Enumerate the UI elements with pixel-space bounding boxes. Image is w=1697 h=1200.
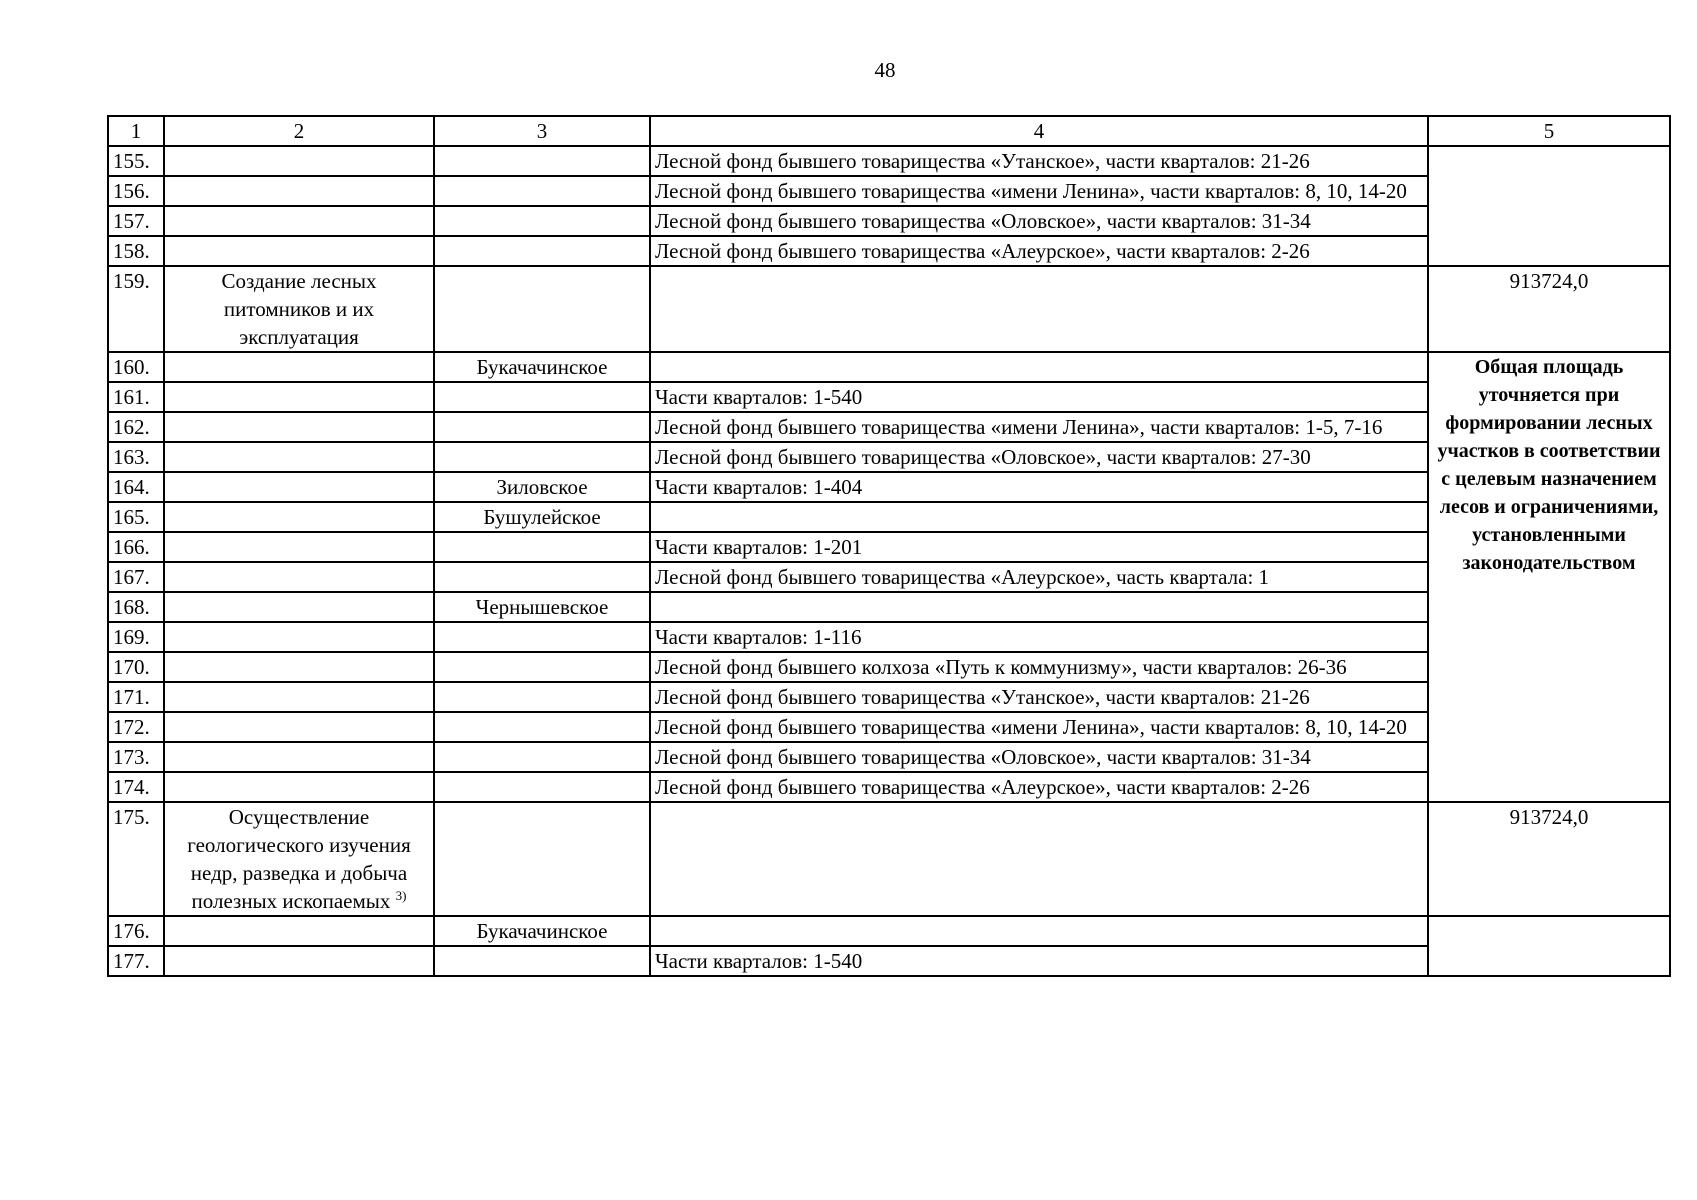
activity-cell [164, 472, 434, 502]
activity-cell [164, 206, 434, 236]
table-row [108, 146, 1670, 176]
district-cell [434, 382, 650, 412]
district-cell [434, 712, 650, 742]
row-number: 170. [108, 652, 164, 682]
description-cell [650, 916, 1428, 946]
activity-cell: Создание лесных питомников и их эксплуатация [164, 266, 434, 352]
description-cell: Части кварталов: 1-116 [650, 622, 1428, 652]
activity-cell [164, 742, 434, 772]
page-number: 48 [874, 58, 896, 82]
district-cell [434, 682, 650, 712]
column-header: 1 [108, 116, 164, 146]
footnote-marker: 3) [395, 888, 407, 903]
activity-cell [164, 442, 434, 472]
description-cell [650, 592, 1428, 622]
district-cell: Бушулейское [434, 502, 650, 532]
table-row [108, 916, 1670, 946]
district-cell [434, 742, 650, 772]
district-cell [434, 412, 650, 442]
header-row [108, 116, 1670, 146]
district-cell [434, 802, 650, 916]
activity-text: Осуществление геологического изучения недр, разведка и добыча полезных ископаемых [187, 805, 411, 913]
activity-cell [164, 802, 434, 916]
activity-cell [164, 176, 434, 206]
row-number: 156. [108, 176, 164, 206]
activity-cell [164, 532, 434, 562]
activity-cell [164, 622, 434, 652]
district-cell [434, 206, 650, 236]
description-cell: Лесной фонд бывшего товарищества «имени Ленина», части кварталов: 1-5, 7-16 [650, 412, 1428, 442]
row-number: 167. [108, 562, 164, 592]
description-cell: Лесной фонд бывшего колхоза «Путь к коммунизму», части кварталов: 26-36 [650, 652, 1428, 682]
row-number: 163. [108, 442, 164, 472]
area-note: Общая площадь уточняется при формировании лесных участков в соответствии с целевым назначением лесов и ограничениями, установленными законодательством [1428, 352, 1670, 802]
district-cell [434, 946, 650, 976]
district-cell [434, 266, 650, 352]
column-header: 5 [1428, 116, 1670, 146]
district-cell [434, 532, 650, 562]
district-cell [434, 652, 650, 682]
activity-cell [164, 772, 434, 802]
description-cell: Лесной фонд бывшего товарищества «Утанское», части кварталов: 21-26 [650, 682, 1428, 712]
forest-use-table [107, 115, 1671, 977]
activity-cell [164, 652, 434, 682]
description-cell [650, 502, 1428, 532]
district-cell [434, 772, 650, 802]
activity-cell [164, 562, 434, 592]
description-cell: Лесной фонд бывшего товарищества «Утанское», части кварталов: 21-26 [650, 146, 1428, 176]
column-header: 2 [164, 116, 434, 146]
description-cell: Части кварталов: 1-404 [650, 472, 1428, 502]
description-cell: Лесной фонд бывшего товарищества «Алеурское», части кварталов: 2-26 [650, 772, 1428, 802]
activity-cell [164, 946, 434, 976]
activity-cell [164, 712, 434, 742]
description-cell: Лесной фонд бывшего товарищества «Оловское», части кварталов: 31-34 [650, 206, 1428, 236]
row-number: 173. [108, 742, 164, 772]
description-cell: Лесной фонд бывшего товарищества «Алеурское», части кварталов: 2-26 [650, 236, 1428, 266]
description-cell: Лесной фонд бывшего товарищества «Оловское», части кварталов: 31-34 [650, 742, 1428, 772]
row-number: 174. [108, 772, 164, 802]
row-number: 177. [108, 946, 164, 976]
description-cell: Части кварталов: 1-540 [650, 382, 1428, 412]
description-cell [650, 802, 1428, 916]
column-header: 3 [434, 116, 650, 146]
row-number: 155. [108, 146, 164, 176]
activity-cell [164, 682, 434, 712]
district-cell [434, 176, 650, 206]
row-number: 164. [108, 472, 164, 502]
activity-cell [164, 236, 434, 266]
area-cell [1428, 916, 1670, 976]
district-cell: Букачачинское [434, 352, 650, 382]
activity-cell [164, 412, 434, 442]
row-number: 171. [108, 682, 164, 712]
row-number: 168. [108, 592, 164, 622]
district-cell: Зиловское [434, 472, 650, 502]
row-number: 157. [108, 206, 164, 236]
district-cell: Букачачинское [434, 916, 650, 946]
row-number: 172. [108, 712, 164, 742]
row-number: 176. [108, 916, 164, 946]
row-number: 159. [108, 266, 164, 352]
row-number: 160. [108, 352, 164, 382]
row-number: 169. [108, 622, 164, 652]
activity-cell [164, 382, 434, 412]
area-cell [1428, 146, 1670, 266]
activity-cell [164, 916, 434, 946]
description-cell: Лесной фонд бывшего товарищества «Оловское», части кварталов: 27-30 [650, 442, 1428, 472]
description-cell [650, 352, 1428, 382]
table-row [108, 266, 1670, 352]
area-cell: 913724,0 [1428, 802, 1670, 916]
row-number: 158. [108, 236, 164, 266]
district-cell [434, 236, 650, 266]
row-number: 165. [108, 502, 164, 532]
table-row [108, 802, 1670, 916]
district-cell [434, 562, 650, 592]
column-header: 4 [650, 116, 1428, 146]
district-cell [434, 146, 650, 176]
row-number: 162. [108, 412, 164, 442]
row-number: 175. [108, 802, 164, 916]
district-cell [434, 622, 650, 652]
description-cell: Части кварталов: 1-540 [650, 946, 1428, 976]
description-cell: Части кварталов: 1-201 [650, 532, 1428, 562]
table-row [108, 352, 1670, 382]
district-cell [434, 442, 650, 472]
row-number: 161. [108, 382, 164, 412]
description-cell: Лесной фонд бывшего товарищества «имени Ленина», части кварталов: 8, 10, 14-20 [650, 712, 1428, 742]
district-cell: Чернышевское [434, 592, 650, 622]
description-cell [650, 266, 1428, 352]
row-number: 166. [108, 532, 164, 562]
activity-cell [164, 502, 434, 532]
activity-cell [164, 146, 434, 176]
description-cell: Лесной фонд бывшего товарищества «Алеурское», часть квартала: 1 [650, 562, 1428, 592]
area-cell: 913724,0 [1428, 266, 1670, 352]
activity-cell [164, 592, 434, 622]
activity-cell [164, 352, 434, 382]
description-cell: Лесной фонд бывшего товарищества «имени Ленина», части кварталов: 8, 10, 14-20 [650, 176, 1428, 206]
